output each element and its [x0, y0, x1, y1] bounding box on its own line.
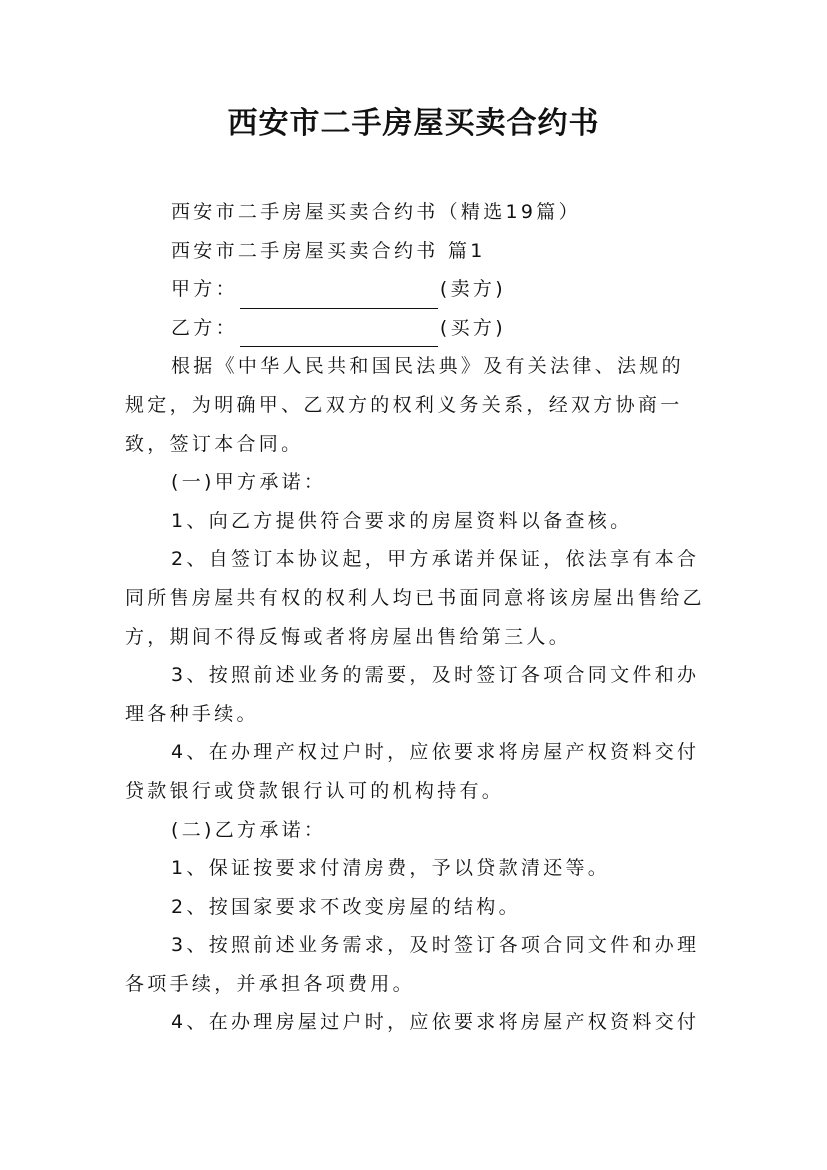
seller-heading: (一)甲方承诺： — [171, 471, 327, 494]
party-b-label: 乙方： — [171, 316, 238, 339]
document-subtitle: 西安市二手房屋买卖合约书（精选19篇） — [171, 201, 581, 223]
party-b-role: (买方) — [439, 316, 506, 339]
buyer-item-4: 4、在办理房屋过户时，应依要求将房屋产权资料交付 — [171, 1011, 700, 1034]
party-a-role: (卖方) — [439, 278, 506, 301]
party-b-line — [125, 309, 705, 348]
party-a-signature-line — [240, 284, 438, 309]
buyer-heading: (二)乙方承诺： — [171, 818, 327, 841]
party-b-signature-line — [240, 322, 438, 347]
document-title: 西安市二手房屋买卖合约书 — [227, 106, 600, 141]
buyer-item-1: 1、保证按要求付清房费，予以贷款清还等。 — [171, 857, 611, 880]
party-a-label: 甲方： — [171, 278, 238, 301]
intro-paragraph: 根据《中华人民共和国民法典》及有关法律、法规的规定，为明确甲、乙双方的权利义务关系，经双方协商一致，签订本合同。 — [125, 355, 684, 455]
document-body — [125, 193, 705, 1042]
seller-item-4: 4、在办理产权过户时，应依要求将房屋产权资料交付贷款银行或贷款银行认可的机构持有。 — [125, 741, 700, 802]
party-a-line — [125, 270, 705, 309]
seller-item-1: 1、向乙方提供符合要求的房屋资料以备查核。 — [171, 509, 633, 532]
buyer-item-2: 2、按国家要求不改变房屋的结构。 — [171, 895, 521, 918]
seller-item-2: 2、自签订本协议起，甲方承诺并保证，依法享有本合同所售房屋共有权的权利人均已书面同意将该房屋出售给乙方，期间不得反悔或者将房屋出售给第三人。 — [125, 548, 705, 648]
section-heading: 西安市二手房屋买卖合约书 篇1 — [171, 239, 486, 262]
seller-item-3: 3、按照前述业务的需要，及时签订各项合同文件和办理各种手续。 — [125, 664, 700, 725]
buyer-item-3: 3、按照前述业务需求，及时签订各项合同文件和办理各项手续，并承担各项费用。 — [125, 934, 700, 995]
